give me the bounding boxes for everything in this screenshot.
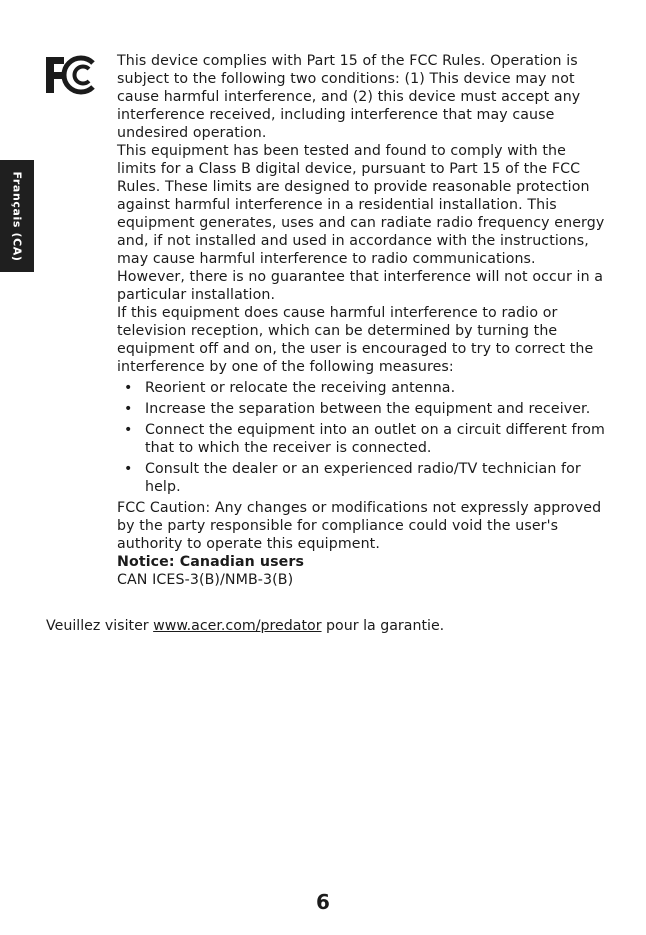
bullet-icon: •: [124, 422, 133, 438]
warranty-line: [46, 617, 444, 635]
notice-heading: Notice: Canadian users: [117, 554, 305, 570]
measure-text: Consult the dealer or an experienced radio/TV technician for help.: [145, 461, 581, 495]
fcc-caution: FCC Caution: Any changes or modifications not expressly approved by the party responsible for compliance could void the user's authority to operate this equipment.: [117, 500, 602, 552]
list-item: [117, 460, 607, 496]
bullet-icon: •: [124, 380, 133, 396]
compliance-paragraph-2: This equipment has been tested and found to comply with the limits for a Class B digital device, pursuant to Part 15 of the FCC Rules. These limits are designed to provide reasonable protection against harmful interference in a residential installation. This equipment generates, uses and can radiate radio frequency energy and, if not installed and used in accordance with the instructions, may cause harmful interference to radio communications.: [117, 143, 605, 267]
bullet-icon: •: [124, 461, 133, 477]
warranty-prefix: Veuillez visiter: [46, 618, 154, 634]
compliance-paragraph-4: If this equipment does cause harmful interference to radio or television reception, which can be determined by turning the equipment off and on, the user is encouraged to try to correct the interference by one of the following measures:: [117, 305, 594, 375]
notice-text: CAN ICES-3(B)/NMB-3(B): [117, 572, 294, 588]
list-item: [117, 400, 607, 418]
measure-text: Connect the equipment into an outlet on a circuit different from that to which the receiver is connected.: [145, 422, 605, 456]
list-item: [117, 379, 607, 397]
bullet-icon: •: [124, 401, 133, 417]
measure-text: Reorient or relocate the receiving antenna.: [145, 380, 456, 396]
measures-list: [117, 379, 607, 496]
compliance-paragraph-3: However, there is no guarantee that interference will not occur in a particular installation.: [117, 269, 604, 303]
compliance-paragraph-1: This device complies with Part 15 of the FCC Rules. Operation is subject to the following two conditions: (1) This device may not cause harmful interference, and (2) this device must accept any interference received, including interference that may cause undesired operation.: [117, 53, 581, 141]
language-side-tab: [0, 160, 34, 272]
measure-text: Increase the separation between the equipment and receiver.: [145, 401, 591, 417]
compliance-text: [117, 52, 607, 589]
warranty-suffix: pour la garantie.: [321, 618, 445, 634]
page-number: 6: [316, 890, 330, 914]
fcc-logo-icon: [44, 55, 98, 95]
warranty-link[interactable]: www.acer.com/predator: [153, 618, 322, 634]
list-item: [117, 421, 607, 457]
language-tab-label: Français (CA): [10, 170, 24, 262]
